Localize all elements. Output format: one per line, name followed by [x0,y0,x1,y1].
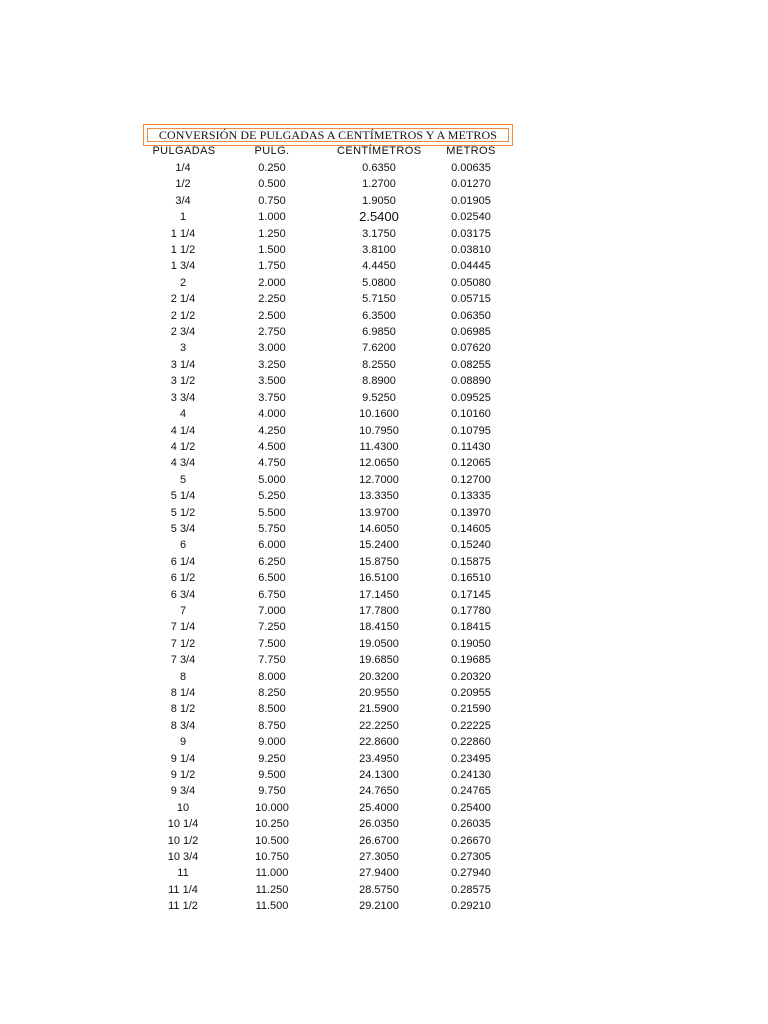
cell-pulgadas: 11 [177,867,189,880]
table-row [0,701,768,717]
cell-metros: 0.22225 [451,719,491,732]
cell-pulg: 4.750 [258,457,286,470]
table-row [0,340,768,356]
cell-centimetros: 13.3350 [359,490,399,503]
cell-pulgadas: 5 1/2 [170,506,196,519]
table-row [0,800,768,816]
cell-pulgadas: 6 [179,539,187,552]
cell-centimetros: 12.0650 [359,457,399,470]
table-row [0,554,768,570]
cell-pulgadas: 4 1/4 [170,424,196,437]
cell-metros: 0.26035 [451,818,491,831]
cell-pulg: 10.250 [255,818,289,831]
cell-pulg: 6.500 [258,572,286,585]
cell-pulgadas: 3 3/4 [170,391,196,404]
cell-metros: 0.12700 [451,473,491,486]
cell-pulgadas: 3/4 [175,194,191,207]
cell-centimetros: 3.8100 [362,244,396,257]
cell-centimetros: 19.0500 [359,637,399,650]
cell-metros: 0.23495 [451,752,491,765]
conversion-table [0,160,768,915]
cell-pulg: 2.000 [258,276,286,289]
cell-pulg: 1.500 [258,244,286,257]
table-row [0,669,768,685]
cell-centimetros: 5.0800 [362,276,396,289]
cell-metros: 0.19685 [451,654,491,667]
cell-centimetros: 15.8750 [359,555,399,568]
table-row [0,718,768,734]
table-row [0,472,768,488]
cell-pulgadas: 5 1/4 [170,490,196,503]
cell-pulgadas: 5 3/4 [170,522,196,535]
cell-metros: 0.19050 [451,637,491,650]
table-row [0,176,768,192]
cell-metros: 0.04445 [451,260,491,273]
cell-metros: 0.16510 [451,572,491,585]
cell-pulgadas: 11 1/2 [168,900,198,913]
cell-pulgadas: 1/4 [175,162,191,174]
cell-metros: 0.24765 [451,785,491,798]
cell-pulg: 7.750 [258,654,286,667]
cell-metros: 0.02540 [451,211,491,224]
cell-pulgadas: 7 1/2 [170,637,196,650]
cell-metros: 0.00635 [451,162,491,174]
cell-metros: 0.03810 [451,244,491,257]
table-row [0,685,768,701]
cell-pulg: 0.250 [258,162,286,174]
cell-pulgadas: 6 3/4 [170,588,196,601]
cell-pulg: 11.000 [255,867,289,880]
table-row [0,390,768,406]
table-row [0,767,768,783]
cell-pulg: 3.500 [258,375,286,388]
cell-pulgadas: 3 [179,342,187,355]
cell-metros: 0.03175 [451,227,491,240]
cell-pulgadas: 1 1/2 [170,244,196,257]
cell-metros: 0.11430 [451,440,491,453]
cell-centimetros: 7.6200 [362,342,396,355]
cell-centimetros: 8.8900 [362,375,396,388]
table-row [0,455,768,471]
cell-pulgadas: 10 3/4 [167,851,199,864]
cell-metros: 0.22860 [451,736,491,749]
cell-pulg: 1.000 [258,211,286,224]
cell-metros: 0.25400 [451,801,491,814]
table-row [0,488,768,504]
cell-pulg: 1.250 [258,227,286,240]
cell-metros: 0.01270 [451,178,491,191]
cell-centimetros: 8.2550 [362,358,396,371]
cell-centimetros: 27.3050 [359,851,399,864]
cell-centimetros: 2.5400 [359,209,399,225]
table-row [0,308,768,324]
table-header [0,145,768,159]
cell-pulg: 6.000 [258,539,286,552]
table-row [0,587,768,603]
cell-pulgadas: 6 1/2 [170,572,196,585]
cell-centimetros: 1.2700 [362,178,396,191]
cell-pulg: 7.500 [258,637,286,650]
cell-pulg: 3.000 [258,342,286,355]
table-row [0,603,768,619]
cell-pulg: 4.250 [258,424,286,437]
table-row [0,275,768,291]
table-row [0,833,768,849]
cell-pulgadas: 7 [179,604,187,617]
cell-pulg: 5.250 [258,490,286,503]
cell-centimetros: 1.9050 [362,194,396,207]
cell-metros: 0.10795 [451,424,491,437]
cell-centimetros: 26.0350 [359,818,399,831]
cell-pulg: 4.000 [258,408,286,421]
cell-pulgadas: 5 [179,473,187,486]
cell-centimetros: 25.4000 [359,801,399,814]
cell-pulg: 5.000 [258,473,286,486]
cell-metros: 0.18415 [451,621,491,634]
table-row [0,258,768,274]
cell-pulgadas: 9 3/4 [170,785,196,798]
cell-pulgadas: 8 1/2 [170,703,196,716]
cell-pulgadas: 7 1/4 [170,621,196,634]
cell-pulg: 8.750 [258,719,286,732]
cell-metros: 0.17780 [451,604,491,617]
table-row [0,849,768,865]
cell-pulgadas: 4 [179,408,187,421]
table-row [0,636,768,652]
cell-pulg: 6.750 [258,588,286,601]
cell-metros: 0.01905 [451,194,491,207]
cell-pulgadas: 3 1/4 [170,358,196,371]
table-row [0,209,768,225]
table-row [0,291,768,307]
cell-pulg: 2.750 [258,326,286,339]
cell-pulgadas: 9 [179,736,187,749]
cell-pulg: 5.500 [258,506,286,519]
cell-pulgadas: 7 3/4 [170,654,196,667]
cell-centimetros: 26.6700 [359,834,399,847]
cell-centimetros: 9.5250 [362,391,396,404]
cell-pulg: 10.750 [255,851,289,864]
cell-pulgadas: 3 1/2 [170,375,196,388]
cell-metros: 0.21590 [451,703,491,716]
cell-centimetros: 21.5900 [359,703,399,716]
cell-centimetros: 16.5100 [359,572,399,585]
table-row [0,619,768,635]
cell-pulgadas: 2 1/2 [170,309,196,322]
table-row [0,160,768,176]
cell-centimetros: 17.7800 [359,604,399,617]
cell-pulg: 10.500 [255,834,289,847]
cell-pulgadas: 1 [179,211,187,224]
cell-metros: 0.29210 [451,900,491,913]
cell-pulgadas: 4 3/4 [170,457,196,470]
cell-pulgadas: 2 [179,276,187,289]
cell-metros: 0.08890 [451,375,491,388]
table-row [0,324,768,340]
cell-centimetros: 24.1300 [359,769,399,782]
header-centimetros: CENTÍMETROS [337,145,422,157]
cell-centimetros: 28.5750 [359,883,399,896]
table-row [0,882,768,898]
cell-pulg: 5.750 [258,522,286,535]
table-row [0,898,768,914]
cell-centimetros: 20.3200 [359,670,399,683]
cell-metros: 0.15875 [451,555,491,568]
cell-pulg: 9.750 [258,785,286,798]
title-box [143,124,513,146]
header-pulg: PULG. [254,145,290,157]
cell-pulg: 9.500 [258,769,286,782]
cell-metros: 0.13970 [451,506,491,519]
cell-pulgadas: 4 1/2 [170,440,196,453]
cell-centimetros: 24.7650 [359,785,399,798]
cell-centimetros: 15.2400 [359,539,399,552]
cell-pulgadas: 11 1/4 [168,883,198,896]
table-row [0,439,768,455]
cell-pulgadas: 10 1/2 [167,834,199,847]
cell-metros: 0.08255 [451,358,491,371]
cell-metros: 0.20955 [451,687,491,699]
cell-centimetros: 22.8600 [359,736,399,749]
table-row [0,816,768,832]
cell-centimetros: 4.4450 [362,260,396,273]
table-row [0,406,768,422]
cell-metros: 0.06350 [451,309,491,322]
cell-centimetros: 3.1750 [362,227,396,240]
cell-centimetros: 12.7000 [359,473,399,486]
cell-pulg: 0.500 [258,178,286,191]
table-row [0,357,768,373]
cell-pulg: 8.250 [258,687,286,699]
cell-metros: 0.27940 [451,867,491,880]
table-row [0,193,768,209]
cell-pulgadas: 2 3/4 [170,326,196,339]
cell-centimetros: 22.2250 [359,719,399,732]
cell-metros: 0.10160 [451,408,491,421]
cell-centimetros: 0.6350 [362,162,396,174]
cell-pulg: 7.250 [258,621,286,634]
cell-metros: 0.13335 [451,490,491,503]
table-row [0,865,768,881]
cell-metros: 0.26670 [451,834,491,847]
cell-centimetros: 11.4300 [359,440,399,453]
table-row [0,734,768,750]
cell-centimetros: 20.9550 [359,687,399,699]
cell-pulg: 2.250 [258,293,286,306]
cell-centimetros: 18.4150 [359,621,399,634]
table-row [0,505,768,521]
table-row [0,373,768,389]
cell-pulg: 8.500 [258,703,286,716]
cell-metros: 0.07620 [451,342,491,355]
cell-pulg: 4.500 [258,440,286,453]
table-row [0,783,768,799]
cell-pulg: 1.750 [258,260,286,273]
cell-metros: 0.12065 [451,457,491,470]
cell-pulg: 8.000 [258,670,286,683]
table-row [0,242,768,258]
cell-centimetros: 19.6850 [359,654,399,667]
cell-centimetros: 23.4950 [359,752,399,765]
cell-pulgadas: 6 1/4 [170,555,196,568]
cell-pulgadas: 1 3/4 [170,260,196,273]
table-row [0,570,768,586]
cell-centimetros: 6.3500 [362,309,396,322]
header-metros: METROS [446,145,496,157]
cell-pulgadas: 1 1/4 [170,227,196,240]
cell-metros: 0.27305 [451,851,491,864]
header-pulgadas: PULGADAS [152,145,216,157]
cell-pulg: 0.750 [258,194,286,207]
cell-pulg: 3.750 [258,391,286,404]
cell-pulgadas: 1/2 [175,178,191,191]
cell-centimetros: 10.7950 [359,424,399,437]
cell-pulg: 7.000 [258,604,286,617]
cell-metros: 0.09525 [451,391,491,404]
cell-pulgadas: 9 1/2 [170,769,196,782]
cell-pulg: 9.000 [258,736,286,749]
cell-centimetros: 5.7150 [362,293,396,306]
table-row [0,537,768,553]
page-title: CONVERSIÓN DE PULGADAS A CENTÍMETROS Y A METROS [147,128,509,142]
cell-pulgadas: 10 [176,801,190,814]
cell-centimetros: 14.6050 [359,522,399,535]
cell-metros: 0.15240 [451,539,491,552]
cell-pulgadas: 8 3/4 [170,719,196,732]
cell-pulg: 10.000 [255,801,289,814]
cell-pulgadas: 10 1/4 [167,818,199,831]
cell-centimetros: 6.9850 [362,326,396,339]
cell-metros: 0.17145 [451,588,491,601]
cell-pulg: 9.250 [258,752,286,765]
table-row [0,751,768,767]
cell-pulg: 3.250 [258,358,286,371]
cell-centimetros: 17.1450 [359,588,399,601]
cell-pulg: 11.500 [255,900,289,913]
table-row [0,521,768,537]
cell-centimetros: 27.9400 [359,867,399,880]
cell-pulg: 2.500 [258,309,286,322]
cell-metros: 0.06985 [451,326,491,339]
cell-centimetros: 13.9700 [359,506,399,519]
cell-pulg: 6.250 [258,555,286,568]
table-row [0,652,768,668]
cell-metros: 0.24130 [451,769,491,782]
cell-centimetros: 29.2100 [359,900,399,913]
cell-pulg: 11.250 [255,883,289,896]
table-row [0,226,768,242]
cell-pulgadas: 8 1/4 [170,687,196,699]
cell-centimetros: 10.1600 [359,408,399,421]
cell-metros: 0.28575 [451,883,491,896]
cell-metros: 0.05715 [451,293,491,306]
cell-pulgadas: 8 [179,670,187,683]
cell-metros: 0.05080 [451,276,491,289]
cell-metros: 0.14605 [451,522,491,535]
cell-pulgadas: 9 1/4 [170,752,196,765]
cell-pulgadas: 2 1/4 [170,293,196,306]
cell-metros: 0.20320 [451,670,491,683]
table-row [0,423,768,439]
